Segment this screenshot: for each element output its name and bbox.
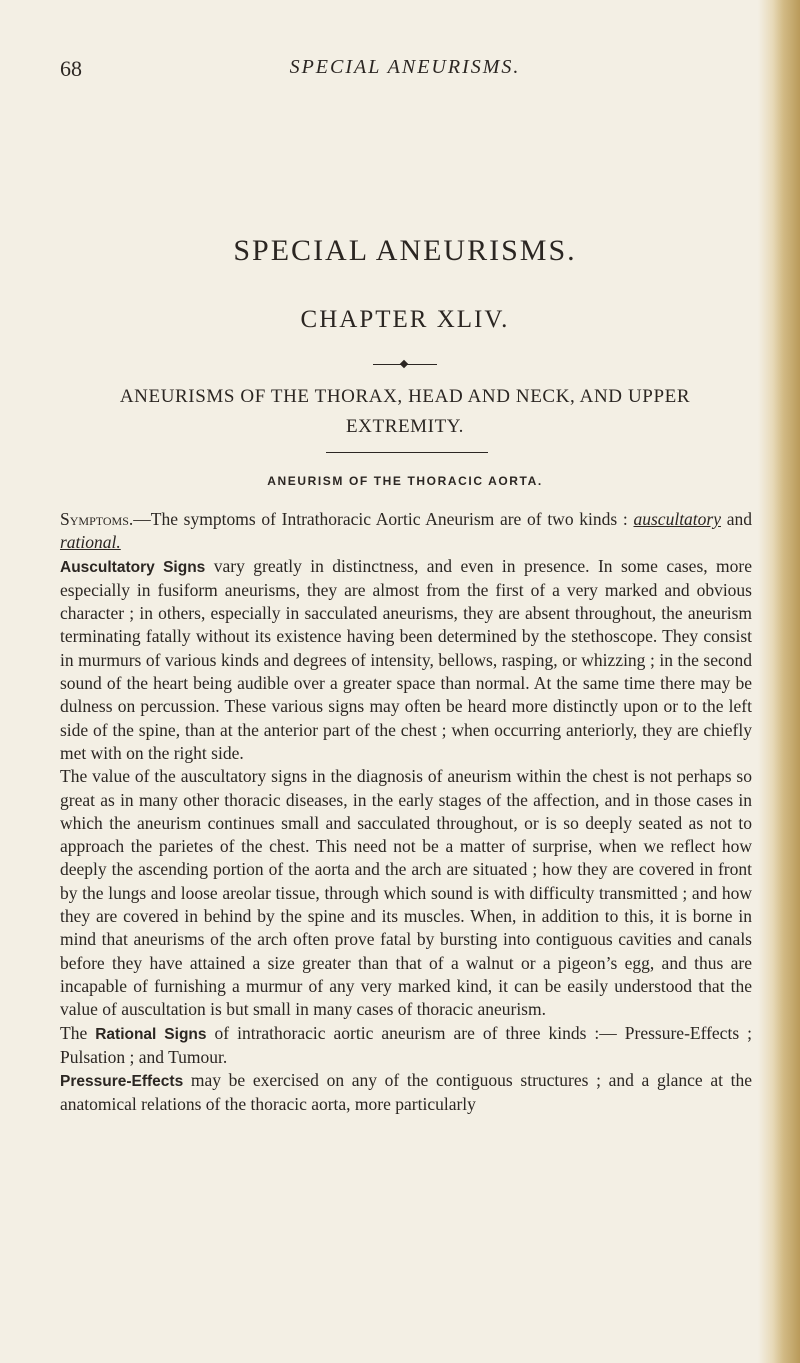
pressure-effects-text: may be exercised on any of the contiguous structures ; and a glance at the anatomical relations of the thoracic aorta, more particularly — [60, 1070, 752, 1115]
running-title: SPECIAL ANEURISMS. — [289, 56, 521, 78]
subject-line-1: ANEURISMS OF THE THORAX, HEAD AND NECK, AND UPPER — [119, 386, 691, 407]
running-head — [60, 56, 750, 84]
ornament-divider — [373, 358, 437, 370]
symptoms-text: —The symptoms of Intrathoracic Aortic Aneurism are of two kinds : — [133, 509, 634, 529]
value-text: The value of the auscultatory signs in the diagnosis of aneurism within the chest is not perhaps so great as in many other thoracic diseases, in the early stages of the affection, and in those cases in which the aneurism continues small and sacculated throughout, or is so deeply seated as not to approach the parietes of the chest. This need not be a matter of surprise, when we reflect how deeply the ascending portion of the aorta and the arch are situated ; how they are covered in front by the lungs and loose areolar tissue, through which sound is with difficulty transmitted ; and how they are covered in behind by the spine and its muscles. When, in addition to this, it is borne in mind that aneurisms of the arch often prove fatal by bursting into contiguous cavities and canals before they have attained a size greater than that of a walnut or a pigeon’s egg, and thus are incapable of furnishing a murmur of any very marked kind, it can be easily understood that the value of auscultation is but small in many cases of thoracic aneurism. — [60, 766, 752, 1020]
page-edge — [758, 0, 800, 1363]
rational-prefix: The — [60, 1022, 96, 1043]
subject-line-2: EXTREMITY. — [345, 416, 465, 437]
and-word: and — [721, 509, 752, 529]
body-text — [60, 508, 752, 1117]
paragraph-value — [60, 765, 752, 1021]
chapter-heading: CHAPTER XLIV. — [300, 306, 510, 333]
auscultatory-signs-text: vary greatly in distinctness, and even in presence. In some cases, more especially in fusiform aneurisms, they are almost from the first of a very marked and obvious character ; in others, especially in sacculated aneurisms, they are absent throughout, the aneurism terminating fatally without its existence having been determined by the stethoscope. They consist in murmurs of various kinds and degrees of intensity, bellows, rasping, or whizzing ; in the second sound of the heart being audible over a greater space than normal. At the same time there may be dulness on percussion. These various signs may often be heard more distinctly upon or to the left side of the spine, than at the anterior part of the chest ; when occurring anteriorly, they are chiefly met with on the right side. — [60, 555, 753, 763]
chapter-subject — [60, 382, 750, 442]
page-number: 68 — [60, 56, 82, 81]
rational-word: rational. — [60, 532, 121, 553]
diamond-icon — [400, 360, 408, 368]
paragraph-symptoms — [60, 508, 752, 555]
rational-signs-text: of intrathoracic aortic aneurism are of three kinds :— Pressure-Effects ; Pulsation ; and Tumour. — [60, 1022, 752, 1067]
symptoms-label: Symptoms. — [60, 509, 134, 529]
section-rule — [326, 452, 488, 453]
auscultatory-word: auscultatory — [633, 509, 721, 529]
paragraph-pressure — [60, 1069, 752, 1117]
book-title: SPECIAL ANEURISMS. — [233, 234, 577, 267]
pressure-effects-term: Pressure-Effects — [60, 1073, 184, 1091]
auscultatory-signs-term: Auscultatory Signs — [60, 558, 206, 576]
paragraph-rational — [60, 1022, 752, 1070]
paragraph-auscultatory — [60, 555, 752, 766]
section-heading: ANEURISM OF THE THORACIC AORTA. — [267, 474, 543, 488]
rational-signs-term: Rational Signs — [95, 1025, 207, 1043]
